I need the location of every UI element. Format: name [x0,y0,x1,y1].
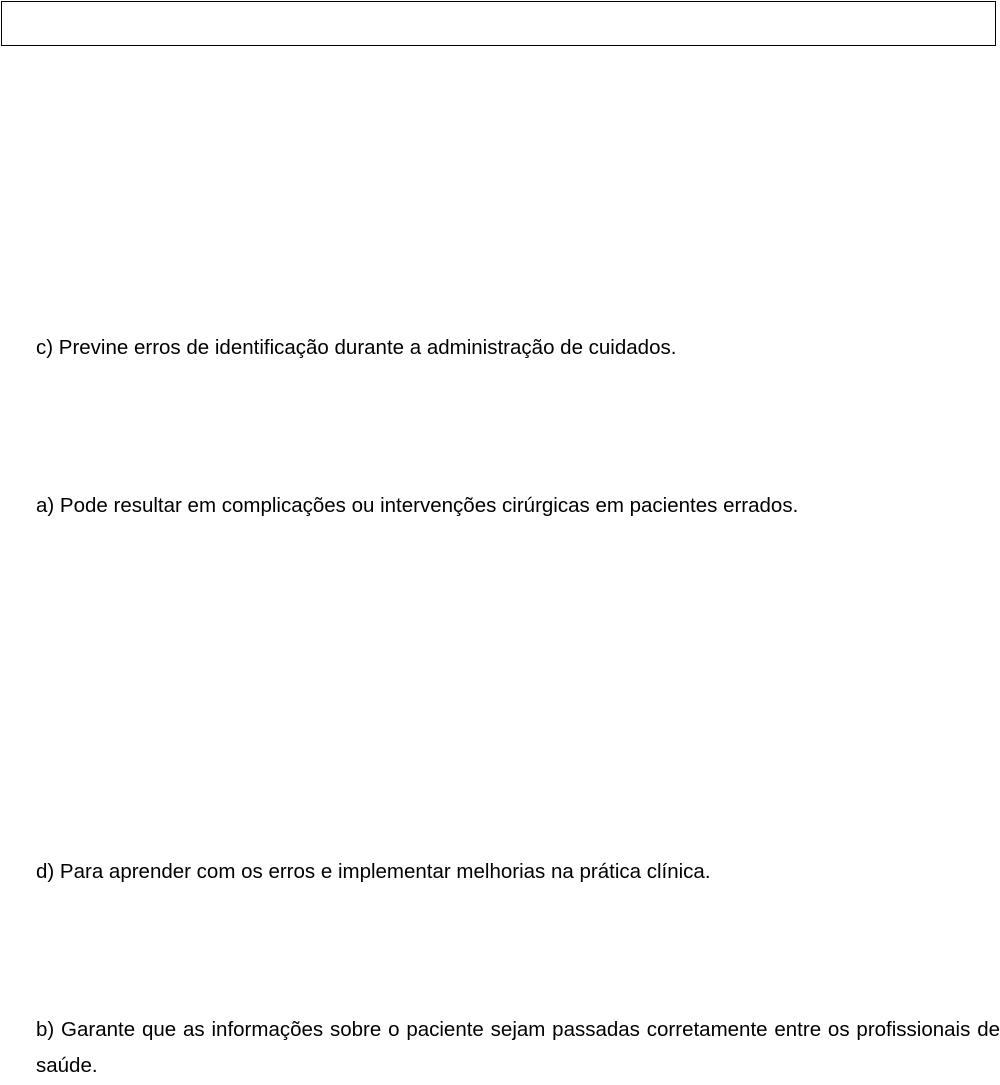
answer-b: b) Garante que as informações sobre o paciente sejam passadas corretamente entre os profissionais de saúde. [36,1018,1000,1077]
header-box [1,1,996,46]
answer-c: c) Previne erros de identificação durante a administração de cuidados. [36,336,677,359]
answer-a: a) Pode resultar em complicações ou intervenções cirúrgicas em pacientes errados. [36,494,799,517]
answer-d: d) Para aprender com os erros e implementar melhorias na prática clínica. [36,860,711,883]
